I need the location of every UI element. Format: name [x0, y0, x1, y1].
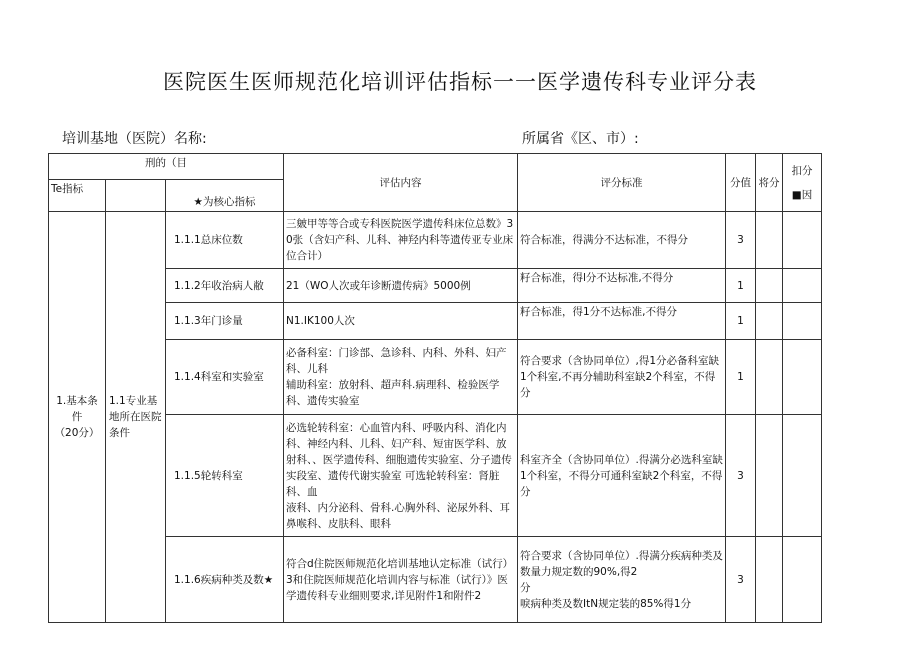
- item-cell: 1.1.4科室和实验室: [166, 340, 284, 415]
- standard-cell: 科室齐全（含协同单位）.得满分必选科室缺1个科室，不得分可通科室缺2个科室，不得分: [518, 415, 726, 537]
- base-name-label: 培训基地（医院）名称:: [62, 131, 207, 147]
- content-cell: 21（WO人次或年诊断遗传病》5000例: [284, 269, 518, 303]
- points-cell: 1: [726, 340, 756, 415]
- header-core-note: ★为核心指标: [166, 180, 284, 212]
- standard-cell: 籽合标准，得1分不达标准,不得分: [518, 303, 726, 340]
- header-deduction-line1: 扣分: [791, 164, 813, 177]
- table-row: [49, 212, 822, 269]
- score-cell: [756, 537, 783, 623]
- points-cell: 3: [726, 415, 756, 537]
- score-cell: [756, 415, 783, 537]
- province-label: 所属省《区、市）:: [522, 131, 639, 147]
- score-cell: [756, 340, 783, 415]
- points-cell: 1: [726, 269, 756, 303]
- header-level1: Te指标: [49, 180, 106, 212]
- score-cell: [756, 303, 783, 340]
- deduction-cell: [783, 303, 822, 340]
- standard-cell: 符合要求（含协同单位）.得满分疾病种类及数量力规定数的90%,得2 分 唳病种类及数ItN规定装的85%得1分: [518, 537, 726, 623]
- item-cell: 1.1.1总床位数: [166, 212, 284, 269]
- points-cell: 1: [726, 303, 756, 340]
- level1-item: [49, 212, 106, 623]
- header-points: 分值: [726, 154, 756, 212]
- content-cell: N1.IK100人次: [284, 303, 518, 340]
- content-cell: 符合d住院医师规范化培训基地认定标准（试行）3和住院医师规范化培训内容与标准（试行）》医学遗传科专业细则要求,详见附件1和附件2: [284, 537, 518, 623]
- content-cell: 三皴甲等等合或专科医院医学遗传科床位总数》30张（含妇产科、儿科、神羟内科等遗传亚专业床位合计）: [284, 212, 518, 269]
- points-cell: 3: [726, 212, 756, 269]
- header-content: 评估内容: [284, 154, 518, 212]
- deduction-cell: [783, 269, 822, 303]
- score-cell: [756, 269, 783, 303]
- deduction-cell: [783, 340, 822, 415]
- page-title: 医院医生医师规范化培训评估指标一一医学遗传科专业评分表: [163, 70, 757, 94]
- deduction-cell: [783, 212, 822, 269]
- deduction-cell: [783, 415, 822, 537]
- deduction-cell: [783, 537, 822, 623]
- header-items-group: 刑的（目: [49, 154, 284, 180]
- score-cell: [756, 212, 783, 269]
- content-cell: 必备科室：门诊部、急诊科、内科、外科、妇产科、儿科 辅助科室：放射科、超声科.病理科、检验医学科、遗传实验室: [284, 340, 518, 415]
- standard-cell: 籽合标准，得l分不达标准,不得分: [518, 269, 726, 303]
- standard-cell: 符合要求（含协同单位）,得1分必备科室缺1个科室,不再分辅助科室缺2个科室，不得分: [518, 340, 726, 415]
- item-cell: 1.1.6疾病种类及数★: [166, 537, 284, 623]
- header-level2: [106, 180, 166, 212]
- header-score: 将分: [756, 154, 783, 212]
- header-standard: 评分标准: [518, 154, 726, 212]
- header-deduction: [783, 154, 822, 212]
- item-cell: 1.1.3年门诊量: [166, 303, 284, 340]
- level1-item-line1: 1.基本条件: [56, 395, 98, 423]
- header-deduction-line2: ■因: [791, 188, 813, 201]
- header-row: [49, 154, 822, 180]
- item-cell: 1.1.5轮转科室: [166, 415, 284, 537]
- standard-cell: 符合标准，得满分不达标准，不得分: [518, 212, 726, 269]
- content-cell: 必选轮转科室：心血管内科、呼吸内科、消化内科、神经内科、儿科、妇产科、短宙医学科、放射科、、医学遗传科、细胞遗传实验室、分子遗传实段室、遗传代谢实验室 可选轮转科室：肾脏科、血 液科、内分泌科、骨科.心胸外科、泌尿外科、耳鼻喉科、皮肤科、眼科: [284, 415, 518, 537]
- level2-item: 1.1专业基地所在医院条件: [106, 212, 166, 623]
- scoring-table: [48, 153, 822, 623]
- level1-item-line2: （20分）: [54, 427, 100, 439]
- points-cell: 3: [726, 537, 756, 623]
- item-cell: 1.1.2年收治病人敝: [166, 269, 284, 303]
